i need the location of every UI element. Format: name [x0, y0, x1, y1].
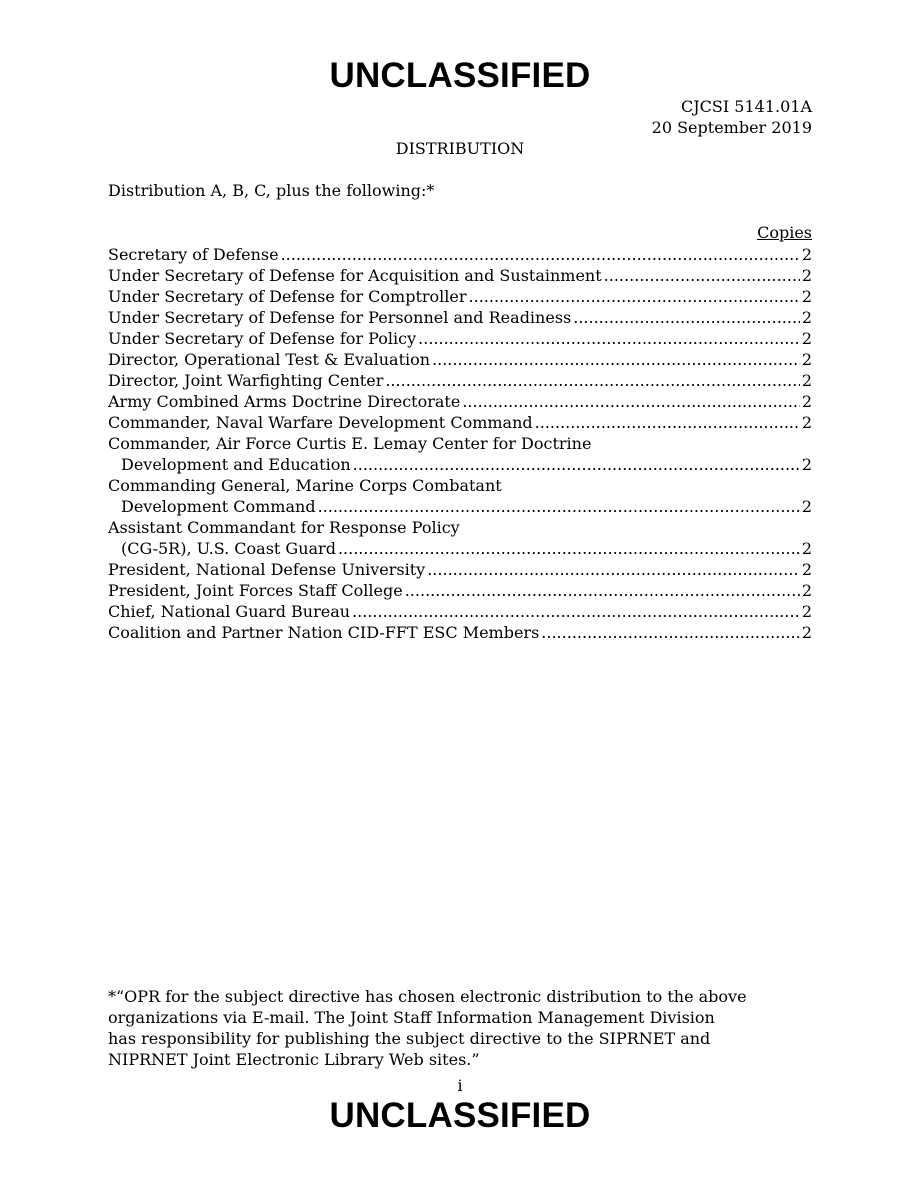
recipient-name: Chief, National Guard Bureau [108, 602, 351, 621]
distribution-entry-line [108, 412, 812, 433]
dot-leader [318, 496, 800, 517]
distribution-entry-line [108, 328, 812, 349]
recipient-name: Under Secretary of Defense for Policy [108, 329, 417, 348]
copies-count: 2 [801, 455, 812, 474]
footnote-line: NIPRNET Joint Electronic Library Web sites.” [108, 1050, 480, 1069]
copies-count: 2 [801, 623, 812, 642]
footnote-line: organizations via E-mail. The Joint Staff Information Management Division [108, 1008, 715, 1027]
dot-leader [462, 391, 799, 412]
copies-count: 2 [801, 602, 812, 621]
copies-count: 2 [801, 266, 812, 285]
dot-leader [604, 265, 800, 286]
distribution-entry [108, 328, 812, 349]
distribution-entry [108, 244, 812, 265]
dot-leader [535, 412, 800, 433]
classification-banner-bottom: UNCLASSIFIED [329, 1096, 591, 1135]
recipient-name: Director, Operational Test & Evaluation [108, 350, 431, 369]
page-number: i [457, 1076, 463, 1095]
footnote-line: *“OPR for the subject directive has chosen electronic distribution to the above [108, 987, 747, 1006]
recipient-name: Commanding General, Marine Corps Combatant [108, 476, 502, 495]
distribution-entry [108, 349, 812, 370]
distribution-entry-line [108, 454, 812, 475]
recipient-name: President, Joint Forces Staff College [108, 581, 403, 600]
distribution-entry-line [108, 433, 812, 454]
dot-leader [573, 307, 800, 328]
distribution-entry-line [108, 538, 812, 559]
recipient-name: (CG-5R), U.S. Coast Guard [121, 539, 336, 558]
copies-count: 2 [801, 245, 812, 264]
distribution-entry [108, 370, 812, 391]
distribution-entry [108, 475, 812, 517]
recipient-name: Development Command [121, 497, 316, 516]
distribution-entry-line [108, 391, 812, 412]
copies-count: 2 [801, 371, 812, 390]
dot-leader [352, 601, 800, 622]
dot-leader [427, 559, 800, 580]
recipient-name: Under Secretary of Defense for Comptroller [108, 287, 467, 306]
recipient-name: Secretary of Defense [108, 245, 279, 264]
distribution-entry [108, 517, 812, 559]
dot-leader [338, 538, 800, 559]
classification-banner-top: UNCLASSIFIED [329, 56, 591, 95]
dot-leader [353, 454, 800, 475]
dot-leader [385, 370, 799, 391]
copies-count: 2 [801, 350, 812, 369]
distribution-entry-line [108, 286, 812, 307]
recipient-name: Under Secretary of Defense for Acquisition and Sustainment [108, 266, 602, 285]
page-title: DISTRIBUTION [395, 139, 525, 158]
copies-count: 2 [801, 287, 812, 306]
copies-count: 2 [801, 560, 812, 579]
distribution-entry [108, 601, 812, 622]
copies-count: 2 [801, 308, 812, 327]
distribution-entry-line [108, 370, 812, 391]
distribution-entry-line [108, 559, 812, 580]
distribution-intro: Distribution A, B, C, plus the following:* [108, 181, 435, 200]
distribution-entry [108, 559, 812, 580]
copies-count: 2 [801, 581, 812, 600]
document-header [652, 96, 812, 138]
dot-leader [541, 622, 800, 643]
recipient-name: Army Combined Arms Doctrine Directorate [108, 392, 461, 411]
document-number: CJCSI 5141.01A [681, 97, 812, 116]
recipient-name: Director, Joint Warfighting Center [108, 371, 384, 390]
copies-count: 2 [801, 392, 812, 411]
distribution-entry [108, 580, 812, 601]
copies-column-header: Copies [757, 223, 812, 242]
distribution-entry-line [108, 265, 812, 286]
distribution-entry-line [108, 475, 812, 496]
document-date: 20 September 2019 [651, 118, 812, 137]
distribution-list [108, 244, 812, 643]
distribution-entry-line [108, 580, 812, 601]
dot-leader [405, 580, 800, 601]
recipient-name: Coalition and Partner Nation CID-FFT ESC Members [108, 623, 540, 642]
dot-leader [281, 244, 800, 265]
distribution-entry-line [108, 601, 812, 622]
distribution-entry [108, 391, 812, 412]
copies-count: 2 [801, 497, 812, 516]
dot-leader [469, 286, 800, 307]
recipient-name: Development and Education [121, 455, 351, 474]
distribution-entry-line [108, 307, 812, 328]
distribution-entry-line [108, 496, 812, 517]
dot-leader [432, 349, 800, 370]
dot-leader [418, 328, 800, 349]
recipient-name: Under Secretary of Defense for Personnel and Readiness [108, 308, 572, 327]
distribution-entry [108, 622, 812, 643]
distribution-entry-line [108, 244, 812, 265]
distribution-entry [108, 412, 812, 433]
copies-count: 2 [801, 539, 812, 558]
recipient-name: Assistant Commandant for Response Policy [108, 518, 460, 537]
distribution-entry [108, 307, 812, 328]
recipient-name: President, National Defense University [108, 560, 426, 579]
footnote [108, 986, 812, 1070]
distribution-entry-line [108, 622, 812, 643]
distribution-entry [108, 433, 812, 475]
distribution-entry-line [108, 349, 812, 370]
copies-count: 2 [801, 329, 812, 348]
recipient-name: Commander, Naval Warfare Development Command [108, 413, 533, 432]
distribution-entry [108, 265, 812, 286]
distribution-entry [108, 286, 812, 307]
distribution-entry-line [108, 517, 812, 538]
copies-count: 2 [801, 413, 812, 432]
recipient-name: Commander, Air Force Curtis E. Lemay Center for Doctrine [108, 434, 592, 453]
footnote-line: has responsibility for publishing the subject directive to the SIPRNET and [108, 1029, 711, 1048]
